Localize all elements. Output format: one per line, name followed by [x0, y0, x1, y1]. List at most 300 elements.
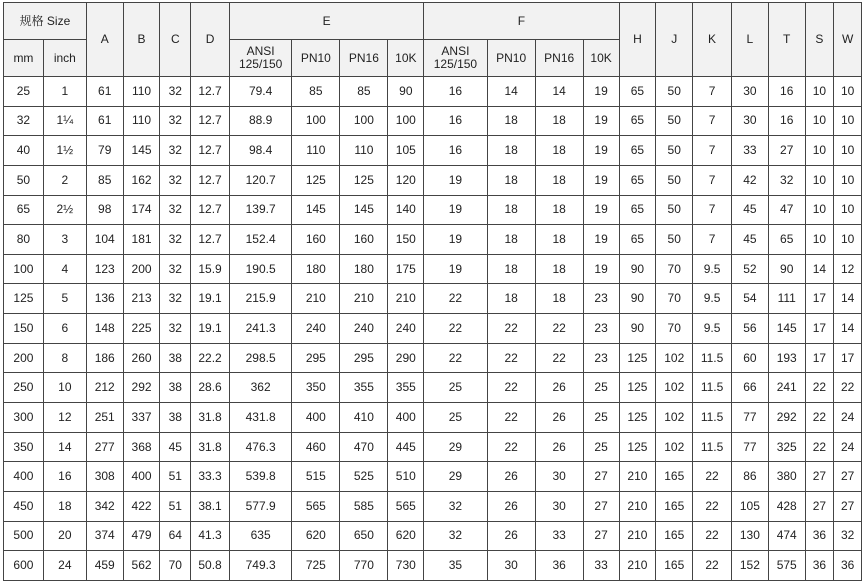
table-cell: 61 [86, 77, 123, 107]
table-cell: 85 [292, 77, 340, 107]
table-cell: 50 [656, 77, 693, 107]
table-cell: 19.1 [191, 284, 230, 314]
table-cell: 110 [123, 106, 160, 136]
table-cell: 45 [160, 432, 191, 462]
table-cell: 32 [424, 491, 487, 521]
table-cell: 90 [619, 314, 656, 344]
table-cell: 32 [160, 106, 191, 136]
table-cell: 50.8 [191, 551, 230, 581]
table-cell: 19 [583, 254, 619, 284]
col-b-header: B [123, 3, 160, 77]
col-h-header: H [619, 3, 656, 77]
table-cell: 200 [4, 343, 44, 373]
table-cell: 251 [86, 403, 123, 433]
table-cell: 65 [619, 165, 656, 195]
table-cell: 10 [805, 195, 834, 225]
table-cell: 65 [619, 136, 656, 166]
table-cell: 240 [388, 314, 424, 344]
table-cell: 36 [535, 551, 583, 581]
col-l-header: L [731, 3, 768, 77]
table-cell: 292 [123, 373, 160, 403]
table-cell: 77 [731, 432, 768, 462]
table-cell: 350 [292, 373, 340, 403]
table-cell: 36 [834, 551, 862, 581]
table-cell: 32 [160, 165, 191, 195]
table-cell: 139.7 [229, 195, 291, 225]
table-cell: 24 [43, 551, 86, 581]
size-header: 规格 Size [4, 3, 87, 40]
table-cell: 22 [693, 521, 732, 551]
table-cell: 7 [693, 195, 732, 225]
table-row [4, 373, 862, 403]
table-cell: 1 [43, 77, 86, 107]
table-cell: 215.9 [229, 284, 291, 314]
table-cell: 111 [768, 284, 805, 314]
table-cell: 18 [535, 165, 583, 195]
table-cell: 98.4 [229, 136, 291, 166]
table-row [4, 314, 862, 344]
table-cell: 22 [487, 343, 535, 373]
table-cell: 105 [731, 491, 768, 521]
table-cell: 445 [388, 432, 424, 462]
table-cell: 562 [123, 551, 160, 581]
table-cell: 26 [487, 521, 535, 551]
table-cell: 85 [340, 77, 388, 107]
table-cell: 120.7 [229, 165, 291, 195]
table-cell: 428 [768, 491, 805, 521]
table-cell: 479 [123, 521, 160, 551]
table-body [4, 77, 862, 581]
table-cell: 65 [619, 106, 656, 136]
table-cell: 90 [388, 77, 424, 107]
table-cell: 65 [619, 77, 656, 107]
table-cell: 102 [656, 432, 693, 462]
table-cell: 90 [619, 284, 656, 314]
table-cell: 19 [583, 165, 619, 195]
table-cell: 33.3 [191, 462, 230, 492]
table-cell: 12.7 [191, 195, 230, 225]
table-row [4, 165, 862, 195]
table-cell: 565 [292, 491, 340, 521]
table-cell: 600 [4, 551, 44, 581]
table-cell: 295 [292, 343, 340, 373]
table-cell: 18 [487, 254, 535, 284]
table-cell: 22 [805, 403, 834, 433]
col-d-header: D [191, 3, 230, 77]
table-cell: 14 [43, 432, 86, 462]
table-cell: 110 [340, 136, 388, 166]
table-cell: 38 [160, 403, 191, 433]
table-cell: 650 [340, 521, 388, 551]
table-cell: 15.9 [191, 254, 230, 284]
table-cell: 10 [834, 136, 862, 166]
table-cell: 125 [4, 284, 44, 314]
table-cell: 368 [123, 432, 160, 462]
table-cell: 24 [834, 432, 862, 462]
table-cell: 28.6 [191, 373, 230, 403]
table-cell: 18 [535, 106, 583, 136]
table-cell: 240 [292, 314, 340, 344]
mm-header: mm [4, 40, 44, 77]
col-t-header: T [768, 3, 805, 77]
table-cell: 7 [693, 136, 732, 166]
table-cell: 11.5 [693, 343, 732, 373]
table-cell: 26 [487, 491, 535, 521]
table-cell: 241.3 [229, 314, 291, 344]
table-cell: 90 [619, 254, 656, 284]
table-cell: 29 [424, 462, 487, 492]
table-cell: 190.5 [229, 254, 291, 284]
table-cell: 470 [340, 432, 388, 462]
table-cell: 110 [292, 136, 340, 166]
table-cell: 1½ [43, 136, 86, 166]
table-cell: 51 [160, 491, 191, 521]
table-row [4, 225, 862, 255]
table-cell: 9.5 [693, 284, 732, 314]
table-cell: 355 [388, 373, 424, 403]
table-cell: 22 [535, 343, 583, 373]
table-cell: 32 [424, 521, 487, 551]
table-cell: 65 [768, 225, 805, 255]
table-cell: 10 [805, 77, 834, 107]
table-cell: 10 [834, 225, 862, 255]
table-cell: 32 [834, 521, 862, 551]
table-cell: 362 [229, 373, 291, 403]
table-cell: 80 [4, 225, 44, 255]
f-ansi-header [424, 40, 487, 77]
table-cell: 14 [834, 284, 862, 314]
table-cell: 160 [340, 225, 388, 255]
table-cell: 22 [424, 343, 487, 373]
table-cell: 16 [424, 77, 487, 107]
table-cell: 125 [619, 403, 656, 433]
table-cell: 140 [388, 195, 424, 225]
table-cell: 26 [535, 432, 583, 462]
table-cell: 125 [619, 373, 656, 403]
table-cell: 165 [656, 462, 693, 492]
table-cell: 22 [805, 432, 834, 462]
table-cell: 400 [4, 462, 44, 492]
table-cell: 350 [4, 432, 44, 462]
table-cell: 165 [656, 551, 693, 581]
table-cell: 123 [86, 254, 123, 284]
col-c-header: C [160, 3, 191, 77]
table-cell: 500 [4, 521, 44, 551]
table-cell: 565 [388, 491, 424, 521]
table-cell: 18 [535, 284, 583, 314]
table-cell: 105 [388, 136, 424, 166]
table-cell: 7 [693, 77, 732, 107]
table-cell: 16 [43, 462, 86, 492]
table-cell: 16 [768, 77, 805, 107]
table-cell: 86 [731, 462, 768, 492]
table-cell: 36 [805, 521, 834, 551]
table-cell: 474 [768, 521, 805, 551]
table-cell: 10 [834, 106, 862, 136]
table-cell: 125 [619, 432, 656, 462]
table-cell: 725 [292, 551, 340, 581]
table-cell: 19 [424, 165, 487, 195]
table-cell: 19 [424, 225, 487, 255]
table-cell: 22 [487, 403, 535, 433]
table-cell: 65 [619, 195, 656, 225]
table-cell: 32 [160, 136, 191, 166]
table-cell: 12.7 [191, 77, 230, 107]
table-cell: 18 [535, 225, 583, 255]
table-cell: 32 [160, 195, 191, 225]
table-cell: 35 [424, 551, 487, 581]
table-cell: 17 [805, 343, 834, 373]
table-cell: 79 [86, 136, 123, 166]
table-cell: 110 [123, 77, 160, 107]
table-cell: 26 [535, 403, 583, 433]
f-ansi-line2: 125/150 [433, 57, 478, 71]
table-cell: 460 [292, 432, 340, 462]
table-cell: 24 [834, 403, 862, 433]
table-cell: 27 [583, 462, 619, 492]
table-cell: 130 [731, 521, 768, 551]
table-cell: 27 [768, 136, 805, 166]
table-row [4, 491, 862, 521]
e-ansi-header [229, 40, 291, 77]
table-cell: 100 [340, 106, 388, 136]
table-cell: 22 [424, 314, 487, 344]
table-row [4, 195, 862, 225]
table-cell: 2 [43, 165, 86, 195]
table-cell: 16 [768, 106, 805, 136]
table-cell: 17 [805, 314, 834, 344]
table-cell: 33 [535, 521, 583, 551]
table-cell: 210 [619, 491, 656, 521]
table-cell: 337 [123, 403, 160, 433]
table-cell: 145 [340, 195, 388, 225]
table-cell: 23 [583, 343, 619, 373]
e-pn16-header: PN16 [340, 40, 388, 77]
table-cell: 50 [656, 165, 693, 195]
table-cell: 65 [619, 225, 656, 255]
table-cell: 19 [583, 195, 619, 225]
table-cell: 32 [768, 165, 805, 195]
table-cell: 7 [693, 106, 732, 136]
table-cell: 150 [4, 314, 44, 344]
table-cell: 213 [123, 284, 160, 314]
table-cell: 18 [487, 106, 535, 136]
table-cell: 10 [43, 373, 86, 403]
table-cell: 2½ [43, 195, 86, 225]
e-ansi-line1: ANSI [246, 44, 275, 58]
table-cell: 27 [805, 462, 834, 492]
table-cell: 620 [388, 521, 424, 551]
table-cell: 79.4 [229, 77, 291, 107]
table-cell: 181 [123, 225, 160, 255]
table-cell: 165 [656, 521, 693, 551]
table-cell: 102 [656, 343, 693, 373]
table-cell: 38 [160, 373, 191, 403]
table-cell: 16 [424, 106, 487, 136]
table-cell: 50 [4, 165, 44, 195]
table-cell: 3 [43, 225, 86, 255]
table-row [4, 403, 862, 433]
table-cell: 14 [487, 77, 535, 107]
table-cell: 30 [487, 551, 535, 581]
table-cell: 22 [693, 462, 732, 492]
table-cell: 12 [834, 254, 862, 284]
table-cell: 52 [731, 254, 768, 284]
table-cell: 25 [583, 403, 619, 433]
table-cell: 66 [731, 373, 768, 403]
table-cell: 38 [160, 343, 191, 373]
table-cell: 212 [86, 373, 123, 403]
table-cell: 148 [86, 314, 123, 344]
table-cell: 145 [292, 195, 340, 225]
table-cell: 70 [656, 254, 693, 284]
table-cell: 22 [693, 551, 732, 581]
table-cell: 19 [583, 77, 619, 107]
table-cell: 50 [656, 225, 693, 255]
table-cell: 174 [123, 195, 160, 225]
table-cell: 17 [805, 284, 834, 314]
table-cell: 160 [292, 225, 340, 255]
table-cell: 32 [160, 77, 191, 107]
table-cell: 56 [731, 314, 768, 344]
table-row [4, 432, 862, 462]
table-cell: 120 [388, 165, 424, 195]
table-cell: 22.2 [191, 343, 230, 373]
table-cell: 12.7 [191, 165, 230, 195]
table-cell: 431.8 [229, 403, 291, 433]
table-cell: 125 [292, 165, 340, 195]
table-cell: 162 [123, 165, 160, 195]
table-cell: 30 [731, 106, 768, 136]
table-cell: 186 [86, 343, 123, 373]
table-cell: 410 [340, 403, 388, 433]
table-cell: 19 [424, 254, 487, 284]
table-cell: 11.5 [693, 373, 732, 403]
table-cell: 18 [487, 284, 535, 314]
e-pn10-header: PN10 [292, 40, 340, 77]
table-cell: 6 [43, 314, 86, 344]
table-cell: 175 [388, 254, 424, 284]
table-cell: 210 [388, 284, 424, 314]
table-cell: 18 [535, 254, 583, 284]
table-cell: 54 [731, 284, 768, 314]
col-a-header: A [86, 3, 123, 77]
table-cell: 60 [731, 343, 768, 373]
f-pn10-header: PN10 [487, 40, 535, 77]
table-cell: 104 [86, 225, 123, 255]
table-row [4, 254, 862, 284]
table-cell: 70 [656, 284, 693, 314]
table-cell: 27 [583, 521, 619, 551]
table-cell: 19.1 [191, 314, 230, 344]
table-cell: 38.1 [191, 491, 230, 521]
table-cell: 50 [656, 195, 693, 225]
table-cell: 32 [160, 225, 191, 255]
table-cell: 32 [160, 284, 191, 314]
table-cell: 22 [487, 373, 535, 403]
col-w-header: W [834, 3, 862, 77]
table-cell: 585 [340, 491, 388, 521]
table-cell: 525 [340, 462, 388, 492]
table-cell: 298.5 [229, 343, 291, 373]
table-cell: 308 [86, 462, 123, 492]
table-cell: 180 [292, 254, 340, 284]
col-k-header: K [693, 3, 732, 77]
table-cell: 27 [834, 462, 862, 492]
table-cell: 32 [4, 106, 44, 136]
flange-dimension-table [3, 2, 862, 581]
table-cell: 17 [834, 343, 862, 373]
table-cell: 18 [487, 195, 535, 225]
table-cell: 102 [656, 373, 693, 403]
table-cell: 1¼ [43, 106, 86, 136]
table-cell: 22 [424, 284, 487, 314]
table-cell: 100 [4, 254, 44, 284]
table-cell: 152 [731, 551, 768, 581]
table-cell: 400 [388, 403, 424, 433]
table-cell: 152.4 [229, 225, 291, 255]
table-cell: 11.5 [693, 432, 732, 462]
table-cell: 292 [768, 403, 805, 433]
table-cell: 11.5 [693, 403, 732, 433]
table-cell: 145 [123, 136, 160, 166]
table-cell: 4 [43, 254, 86, 284]
table-cell: 22 [834, 373, 862, 403]
table-cell: 25 [583, 432, 619, 462]
f-10k-header: 10K [583, 40, 619, 77]
table-cell: 260 [123, 343, 160, 373]
table-cell: 355 [340, 373, 388, 403]
table-cell: 12.7 [191, 225, 230, 255]
table-cell: 30 [731, 77, 768, 107]
table-row [4, 551, 862, 581]
table-cell: 136 [86, 284, 123, 314]
inch-header: inch [43, 40, 86, 77]
table-cell: 40 [4, 136, 44, 166]
table-cell: 64 [160, 521, 191, 551]
table-cell: 10 [805, 106, 834, 136]
table-cell: 210 [340, 284, 388, 314]
table-cell: 100 [388, 106, 424, 136]
table-cell: 295 [340, 343, 388, 373]
table-cell: 22 [487, 432, 535, 462]
table-cell: 9.5 [693, 314, 732, 344]
table-cell: 22 [805, 373, 834, 403]
table-cell: 225 [123, 314, 160, 344]
table-cell: 18 [43, 491, 86, 521]
table-cell: 165 [656, 491, 693, 521]
table-row [4, 284, 862, 314]
table-cell: 77 [731, 403, 768, 433]
table-cell: 31.8 [191, 432, 230, 462]
table-cell: 7 [693, 165, 732, 195]
table-cell: 18 [535, 195, 583, 225]
table-cell: 210 [619, 551, 656, 581]
table-cell: 27 [834, 491, 862, 521]
table-cell: 300 [4, 403, 44, 433]
table-cell: 510 [388, 462, 424, 492]
table-cell: 31.8 [191, 403, 230, 433]
f-pn16-header: PN16 [535, 40, 583, 77]
table-cell: 19 [583, 106, 619, 136]
table-cell: 29 [424, 432, 487, 462]
table-cell: 10 [805, 225, 834, 255]
table-cell: 30 [535, 491, 583, 521]
table-cell: 51 [160, 462, 191, 492]
table-cell: 250 [4, 373, 44, 403]
table-cell: 476.3 [229, 432, 291, 462]
table-cell: 749.3 [229, 551, 291, 581]
